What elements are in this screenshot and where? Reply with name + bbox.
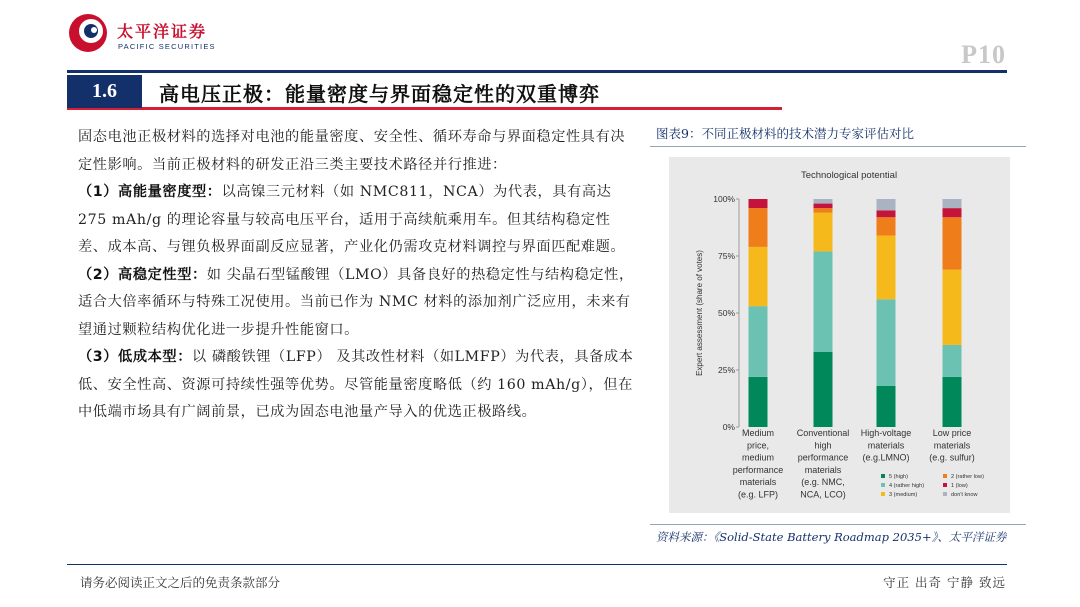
- bar-segment: [814, 199, 833, 204]
- bar-segment: [814, 208, 833, 213]
- chart-panel: [669, 157, 1010, 513]
- x-category-label: materials: [739, 477, 777, 488]
- chart-title: Technological potential: [800, 170, 898, 181]
- page-number: P10: [961, 40, 1006, 69]
- bar-segment: [877, 217, 896, 235]
- paragraph-label: （2）高稳定性型：: [78, 266, 207, 283]
- paragraph-high-energy: [78, 179, 638, 262]
- bar-segment: [943, 208, 962, 217]
- bar-segment: [749, 377, 768, 427]
- figure-caption: 图表9：不同正极材料的技术潜力专家评估对比: [656, 126, 914, 141]
- x-category-label: performance: [732, 464, 784, 475]
- bar-segment: [749, 199, 768, 208]
- company-logo: [67, 12, 217, 60]
- x-category-label: Medium: [741, 428, 775, 438]
- legend-label: 3 (medium): [889, 492, 918, 498]
- bar-segment: [877, 235, 896, 299]
- y-tick-label: 100%: [713, 194, 735, 204]
- bar-segment: [943, 377, 962, 427]
- intro-paragraph: 固态电池正极材料的选择对电池的能量密度、安全性、循环寿命与界面稳定性具有决定性影响。当前正极材料的研发正沿三类主要技术路径并行推进：: [78, 129, 626, 173]
- header-divider: [67, 70, 1007, 73]
- bar-segment: [814, 251, 833, 351]
- bar-segment: [877, 210, 896, 217]
- paragraph-text: 以高镍三元材料（如 NMC811，NCA）为代表，具有高达 275 mAh/g 的理论容量与较高电压平台，适用于高续航乘用车。但其结构稳定性差、成本高、与锂负极界面副反应显著，产业化仍需攻克材料调控与界面匹配难题。: [78, 184, 626, 255]
- x-category-label: Low price: [932, 428, 972, 438]
- legend-swatch: [943, 483, 947, 487]
- y-axis-label: Expert assessment (share of votes): [695, 250, 704, 376]
- paragraph-label: （1）高能量密度型：: [78, 184, 222, 200]
- y-tick-label: 25%: [717, 365, 735, 375]
- x-category-label: materials: [933, 440, 971, 451]
- x-category-label: medium: [741, 452, 775, 463]
- bar-segment: [814, 204, 833, 209]
- figure-source: 资料来源：《Solid-State Battery Roadmap 2035+》、太平洋证券: [656, 530, 1007, 544]
- x-category-label: performance: [797, 452, 849, 463]
- logo-mark-icon: [67, 12, 109, 54]
- x-category-label: NCA, LCO): [800, 489, 846, 500]
- x-category-label: (e.g.LMNO): [862, 452, 910, 463]
- y-tick-label: 50%: [717, 308, 735, 318]
- legend-label: 5 (high): [889, 474, 908, 480]
- legend-label: 4 (rather high): [889, 483, 925, 489]
- x-category-label: materials: [867, 440, 905, 451]
- legend-swatch: [881, 474, 885, 478]
- paragraph-low-cost: [78, 344, 638, 427]
- legend-label: 2 (rather low): [951, 474, 984, 480]
- section-header: [67, 75, 782, 110]
- legend-swatch: [943, 492, 947, 496]
- footer-motto: 守正 出奇 宁静 致远: [883, 575, 1006, 590]
- x-category-label: (e.g. sulfur): [929, 452, 975, 463]
- legend-swatch: [881, 483, 885, 487]
- body-text: [78, 124, 638, 427]
- footer-divider: [67, 564, 1007, 565]
- legend-swatch: [943, 474, 947, 478]
- bar-segment: [943, 199, 962, 208]
- bar-segment: [943, 345, 962, 377]
- legend-label: don't know: [951, 492, 978, 498]
- x-category-label: (e.g. NMC,: [801, 477, 845, 488]
- figure-divider-top: [650, 146, 1026, 147]
- bar-segment: [749, 306, 768, 377]
- legend-label: 1 (low): [951, 483, 968, 489]
- x-category-label: Conventional: [796, 428, 850, 438]
- bar-segment: [877, 299, 896, 386]
- legend-swatch: [881, 492, 885, 496]
- bar-segment: [877, 199, 896, 210]
- x-category-label: high: [814, 440, 832, 451]
- bar-segment: [943, 217, 962, 269]
- bar-segment: [749, 247, 768, 306]
- x-category-label: High-voltage: [860, 428, 912, 438]
- footer-disclaimer: 请务必阅读正文之后的免责条款部分: [80, 575, 281, 590]
- bar-segment: [814, 213, 833, 252]
- x-category-label: (e.g. LFP): [737, 489, 779, 500]
- y-tick-label: 0%: [722, 422, 735, 432]
- section-number: 1.6: [67, 75, 142, 108]
- y-tick-label: 75%: [717, 251, 735, 261]
- paragraph-text: 以 磷酸铁锂（LFP） 及其改性材料（如LMFP）为代表，具备成本低、安全性高、资源可持续性强等优势。尽管能量密度略低（约 160 mAh/g），但在中低端市场具有广阔前景，已成为固态电池量产导入的优选正极路线。: [78, 349, 634, 420]
- bar-segment: [877, 386, 896, 427]
- x-category-label: materials: [804, 464, 842, 475]
- paragraph-text: 如 尖晶石型锰酸锂（LMO）具备良好的热稳定性与结构稳定性，适合大倍率循环与特殊工况使用。当前已作为 NMC 材料的添加剂广泛应用，未来有望通过颗粒结构优化进一步提升性能窗口。: [78, 266, 634, 338]
- bar-segment: [749, 208, 768, 247]
- logo-text-cn: 太平洋证券: [117, 22, 208, 41]
- stacked-bar-chart: [669, 157, 1010, 513]
- paragraph-label: （3）低成本型：: [78, 349, 192, 365]
- figure-divider-bottom: [650, 524, 1026, 525]
- bar-segment: [943, 270, 962, 345]
- logo-text-en: PACIFIC SECURITIES: [118, 42, 216, 51]
- paragraph-high-stability: [78, 262, 638, 345]
- x-category-label: price,: [746, 440, 770, 451]
- section-title: 高电压正极：能量密度与界面稳定性的双重博弈: [159, 82, 600, 106]
- bar-segment: [814, 352, 833, 427]
